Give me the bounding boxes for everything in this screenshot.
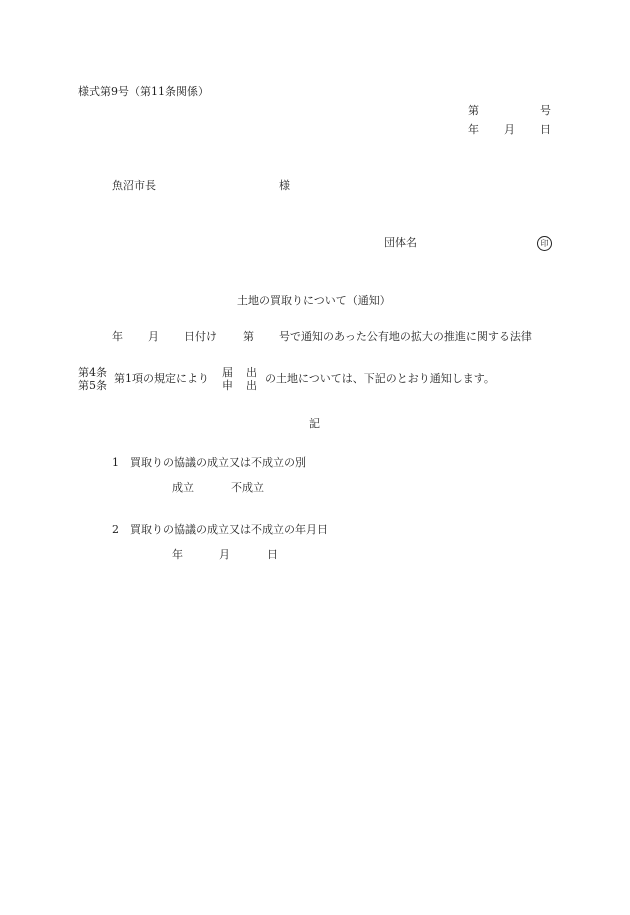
choice-b-char2: 出 [246, 379, 257, 392]
addressee-honorific: 様 [279, 179, 290, 192]
body-line2-rest: の土地については、下記のとおり通知します。 [265, 372, 495, 385]
item-2-month: 月 [219, 548, 230, 561]
form-label: 様式第9号（第11条関係） [78, 85, 209, 98]
date-year: 年 [468, 123, 479, 136]
item-1-number: 1 [112, 456, 119, 469]
item-2-label: 買取りの協議の成立又は不成立の年月日 [130, 523, 328, 536]
number-suffix: 号 [540, 104, 551, 117]
item-1-option-established: 成立 [172, 481, 194, 494]
body-number-prefix: 第 [243, 330, 254, 343]
choice-a-char1: 届 [222, 366, 233, 379]
body-line1-rest: 号で通知のあった公有地の拡大の推進に関する法律 [279, 330, 532, 343]
date-day: 日 [540, 123, 551, 136]
choice-row-b [222, 379, 257, 392]
ki-heading: 記 [309, 417, 320, 430]
document-title: 土地の買取りについて（通知） [237, 294, 391, 307]
item-1-label: 買取りの協議の成立又は不成立の別 [130, 456, 306, 469]
seal-stamp: 印 [537, 236, 552, 251]
choice-row-a [222, 366, 257, 379]
item-1-option-not-established: 不成立 [231, 481, 264, 494]
article-choice [78, 366, 107, 392]
body-month: 月 [148, 330, 159, 343]
date-month: 月 [504, 123, 515, 136]
body-date-attached: 日付け [184, 330, 217, 343]
article-4: 第4条 [78, 366, 107, 379]
organization-name-label: 団体名 [384, 236, 417, 249]
number-prefix: 第 [468, 104, 479, 117]
item-2-day: 日 [267, 548, 278, 561]
item-2-year: 年 [172, 548, 183, 561]
item-2-number: 2 [112, 523, 119, 536]
clause-text: 第1項の規定により [114, 372, 209, 385]
choice-a-char2: 出 [246, 366, 257, 379]
article-5: 第5条 [78, 379, 107, 392]
addressee-name: 魚沼市長 [112, 179, 156, 192]
body-year: 年 [112, 330, 123, 343]
notification-choice [222, 366, 257, 392]
choice-b-char1: 申 [222, 379, 233, 392]
